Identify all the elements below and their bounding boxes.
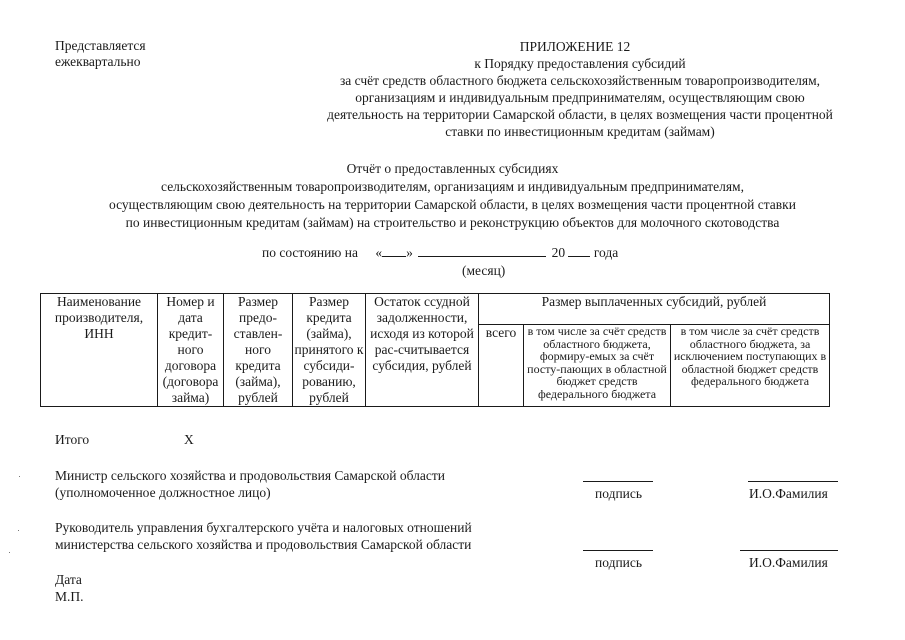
total-mark: Х xyxy=(184,432,194,447)
appendix-line: ставки по инвестиционным кредитам (займам) xyxy=(445,124,715,139)
submission-note-line: Представляется xyxy=(55,38,146,53)
head-subtitle: министерства сельского хозяйства и продовольствия Самарской области xyxy=(55,537,472,552)
scan-speck xyxy=(18,530,19,531)
head-title: Руководитель управления бухгалтерского учёта и налоговых отношений xyxy=(55,520,472,535)
subsidy-table xyxy=(40,293,830,407)
report-title xyxy=(0,160,905,232)
name-caption: И.О.Фамилия xyxy=(749,486,828,501)
header-contract: Номер и дата кредит-ного договора (договора займа) xyxy=(158,294,224,407)
scan-speck xyxy=(9,552,10,553)
appendix-line: за счёт средств областного бюджета сельскохозяйственным товаропроизводителям, xyxy=(339,73,821,88)
minister-block xyxy=(55,467,445,501)
month-field[interactable] xyxy=(418,256,546,257)
date-prefix: по состоянию на xyxy=(262,245,358,260)
month-caption: (месяц) xyxy=(462,263,506,278)
report-title-line: по инвестиционным кредитам (займам) на строительство и реконструкцию объектов для молочного скотоводства xyxy=(125,215,780,230)
minister-subtitle: (уполномоченное должностное лицо) xyxy=(55,485,271,500)
year-suffix: года xyxy=(593,245,619,260)
signature-caption: подпись xyxy=(595,555,643,570)
header-paid-group: Размер выплаченных субсидий, рублей xyxy=(479,294,830,325)
header-producer: Наименование производителя, ИНН xyxy=(41,294,158,407)
header-including-federal: в том числе за счёт средств областного бюджета, формиру-емых за счёт посту-пающих в областной бюджет средств федерального бюджета xyxy=(524,325,671,407)
table-header-row xyxy=(41,294,830,325)
year-prefix: 20 xyxy=(551,245,566,260)
submission-note-line: ежеквартально xyxy=(55,54,141,69)
stamp-label: М.П. xyxy=(55,589,84,604)
head-block xyxy=(55,519,472,553)
header-loan-accepted: Размер кредита (займа), принятого к субсиди-рованию, рублей xyxy=(294,294,364,405)
scan-speck xyxy=(19,476,20,477)
date-label: Дата xyxy=(55,572,82,587)
date-quote-close: » xyxy=(406,245,413,260)
minister-title: Министр сельского хозяйства и продовольствия Самарской области xyxy=(55,468,445,483)
name-caption: И.О.Фамилия xyxy=(749,555,828,570)
submission-note xyxy=(55,38,146,70)
header-debt: Остаток ссудной задолженности, исходя из которой рас-считывается субсидия, рублей xyxy=(366,294,479,407)
header-excluding-federal: в том числе за счёт средств областного бюджета, за исключением поступающих в областной бюджет средств федерального бюджета xyxy=(671,325,830,407)
day-field[interactable] xyxy=(382,256,406,257)
header-total: всего xyxy=(479,325,524,407)
head-name-line[interactable] xyxy=(740,550,838,551)
header-loan-amount: Размер предо-ставлен-ного кредита (займа), рублей xyxy=(224,294,293,407)
report-title-line: Отчёт о предоставленных субсидиях xyxy=(346,161,559,176)
report-title-line: осуществляющим свою деятельность на территории Самарской области, в целях возмещения части процентной ставки xyxy=(109,197,796,212)
appendix-block xyxy=(290,38,870,140)
total-label: Итого xyxy=(55,432,90,447)
appendix-title: ПРИЛОЖЕНИЕ 12 xyxy=(519,39,631,54)
appendix-line: организациям и индивидуальным предпринимателям, осуществляющим свою xyxy=(355,90,805,105)
report-title-line: сельскохозяйственным товаропроизводителям, организациям и индивидуальным предпринимателям, xyxy=(161,179,744,194)
minister-name-line[interactable] xyxy=(748,481,838,482)
signature-caption: подпись xyxy=(595,486,643,501)
year-field[interactable] xyxy=(568,256,590,257)
head-signature-line[interactable] xyxy=(583,550,653,551)
footer-block xyxy=(55,571,84,605)
report-date-line xyxy=(262,245,618,261)
appendix-line: деятельность на территории Самарской области, в целях возмещения части процентной xyxy=(327,107,833,122)
minister-signature-line[interactable] xyxy=(583,481,653,482)
appendix-line: к Порядку предоставления субсидий xyxy=(474,56,686,71)
date-quote-open: « xyxy=(375,245,383,260)
